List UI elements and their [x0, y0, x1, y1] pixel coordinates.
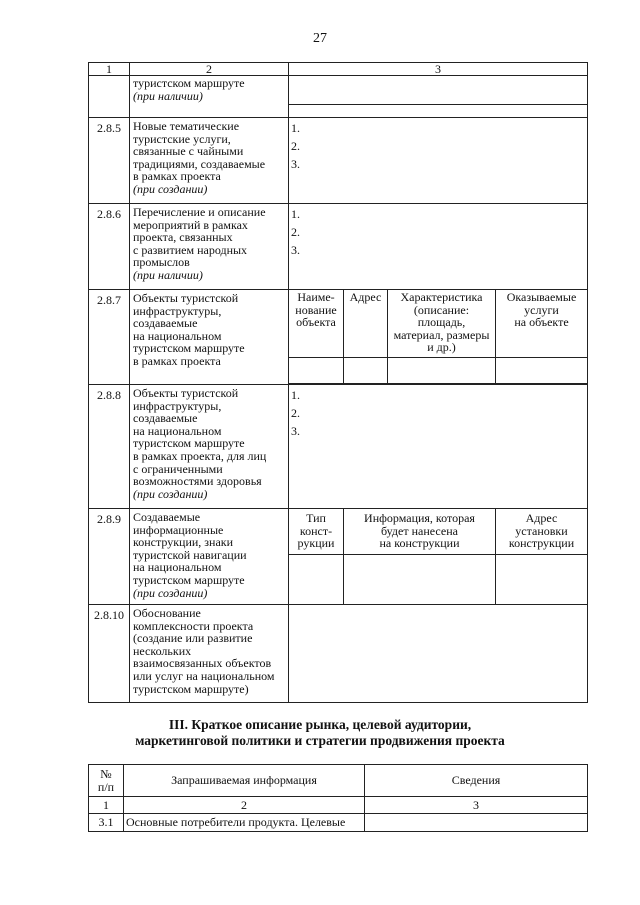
sub-header-line: установки: [515, 523, 568, 538]
project-details-table: [88, 62, 588, 703]
list-item: 2.: [291, 139, 300, 153]
description-line: на национальном: [133, 423, 222, 438]
description-line: Объекты туристской: [133, 386, 239, 400]
description-line: мероприятий в рамках: [133, 217, 248, 232]
row-description: [130, 204, 289, 290]
column-number-3: 3: [365, 797, 588, 814]
description-line: в рамках проекта: [133, 169, 221, 184]
column-number-2: 2: [124, 797, 365, 814]
description-line: Перечисление и описание: [133, 205, 266, 219]
table-row-2-8-6: [89, 204, 588, 290]
list-item: 3.: [291, 243, 300, 257]
description-note: (при создании): [133, 585, 208, 600]
row-value-cell: [289, 118, 588, 204]
row-number: 3.1: [89, 814, 124, 832]
row-description: Основные потребители продукта. Целевые: [124, 814, 365, 832]
table-row-2-8-8: [89, 385, 588, 509]
header-requested-info: Запрашиваемая информация: [124, 765, 365, 797]
table-row-2-8-7: [89, 290, 588, 358]
description-line: (создание или развитие: [133, 631, 253, 646]
table-row-2-8-5: [89, 118, 588, 204]
description-line: Объекты туристской: [133, 291, 239, 305]
description-line: конструкции, знаки: [133, 535, 234, 550]
description-line: туристском маршруте): [133, 681, 249, 696]
description-line: взаимосвязанных объектов: [133, 656, 272, 671]
sub-header-line: на объекте: [514, 315, 569, 330]
description-line: в рамках проекта: [133, 353, 221, 368]
row-value-cell: [289, 605, 588, 703]
description-note: (при создании): [133, 181, 208, 196]
list-item: 2.: [291, 225, 300, 239]
section-title-line: III. Краткое описание рынка, целевой аудитории,: [168, 717, 472, 732]
section-title: [0, 717, 640, 749]
description-note: (при создании): [133, 486, 208, 501]
header-details: Сведения: [365, 765, 588, 797]
row-number: 2.8.8: [89, 385, 130, 509]
description-line: туристском маршруте: [133, 76, 245, 90]
description-line: информационные: [133, 522, 224, 537]
row-number-cell: [89, 76, 130, 118]
list-item: 1.: [291, 388, 300, 402]
description-line: промыслов: [133, 255, 190, 270]
description-line: на национальном: [133, 328, 222, 343]
sub-header-line: площадь,: [417, 315, 466, 330]
sub-header-services: [496, 290, 588, 358]
list-item: 2.: [291, 406, 300, 420]
table-header-row: [89, 63, 588, 76]
sub-header-line: Тип: [306, 511, 326, 525]
description-note: (при наличии): [133, 88, 203, 103]
table-row-2-8-9: [89, 509, 588, 555]
description-line: создаваемые: [133, 316, 198, 331]
list-item: 3.: [291, 157, 300, 171]
sub-header-address: [344, 290, 388, 358]
row-number: 2.8.7: [89, 290, 130, 385]
sub-header-line: объекта: [296, 315, 336, 330]
sub-header-name: [289, 290, 344, 358]
sub-header-line: (описание:: [413, 302, 470, 317]
description-note: (при наличии): [133, 267, 203, 282]
description-line: комплексности проекта: [133, 618, 254, 633]
list-item: 1.: [291, 207, 300, 221]
row-description: [130, 290, 289, 385]
sub-header-line: Характеристика: [400, 290, 483, 304]
table-row-continuation: [89, 76, 588, 118]
empty-cell: [344, 358, 388, 384]
description-line: в рамках проекта, для лиц: [133, 448, 267, 463]
description-line: Обоснование: [133, 606, 201, 620]
sub-header-line: Оказываемые: [506, 290, 577, 304]
sub-header-line: рукции: [297, 536, 335, 551]
list-item: 3.: [291, 424, 300, 438]
row-value-cell: [289, 204, 588, 290]
market-info-table: [88, 764, 588, 832]
row-description: [130, 118, 289, 204]
sub-header-line: Наиме-: [297, 290, 335, 304]
empty-cell: [289, 358, 344, 384]
row-description: [130, 605, 289, 703]
description-line: туристском маршруте: [133, 436, 245, 451]
row-number: 2.8.9: [89, 509, 130, 605]
sub-header-line: Информация, которая: [364, 511, 475, 525]
header-number: [89, 765, 124, 797]
table-row-3-1: [89, 814, 588, 832]
row-description: [130, 509, 289, 605]
sub-header-characteristics: [388, 290, 496, 358]
column-number-1: 1: [89, 63, 130, 76]
list-item: 1.: [291, 121, 300, 135]
description-line: связанные с чайными: [133, 144, 244, 159]
section-title-line: маркетинговой политики и стратегии продвижения проекта: [135, 733, 505, 748]
sub-header-information: [344, 509, 496, 555]
sub-header-line: материал, размеры: [393, 327, 490, 342]
description-line: туристские услуги,: [133, 131, 231, 146]
sub-header-line: будет нанесена: [381, 523, 458, 538]
sub-header-type: [289, 509, 344, 555]
description-line: на национальном: [133, 560, 222, 575]
sub-header-line: на конструкции: [379, 536, 460, 551]
sub-header-line: Адрес: [525, 511, 558, 525]
description-line: проекта, связанных: [133, 230, 233, 245]
empty-cell: [496, 358, 588, 384]
row-number: 2.8.10: [89, 605, 130, 703]
description-line: туристском маршруте: [133, 572, 245, 587]
description-line: нескольких: [133, 643, 192, 658]
row-number: 2.8.5: [89, 118, 130, 204]
column-number-2: 2: [130, 63, 289, 76]
column-number-1: 1: [89, 797, 124, 814]
description-line: Создаваемые: [133, 510, 201, 524]
description-line: с ограниченными: [133, 461, 223, 476]
sub-header-line: нование: [295, 302, 337, 317]
description-line: или услуг на национальном: [133, 668, 275, 683]
sub-header-line: конструкции: [508, 536, 575, 551]
empty-cell: [496, 555, 588, 605]
empty-cell: [344, 555, 496, 605]
sub-header-line: Адрес: [349, 290, 382, 304]
page-number: 27: [313, 31, 327, 46]
table-row-2-8-10: [89, 605, 588, 703]
description-line: традициями, создаваемые: [133, 156, 266, 171]
row-value-cell: [365, 814, 588, 832]
header-line: №: [100, 766, 112, 781]
header-line: п/п: [97, 779, 115, 794]
description-line: туристской навигации: [133, 547, 247, 562]
row-value-cell: [289, 76, 588, 118]
description-line: Новые тематические: [133, 119, 240, 133]
description-line: возможностями здоровья: [133, 474, 262, 489]
empty-cell: [289, 555, 344, 605]
sub-header-line: и др.): [427, 340, 456, 355]
description-line: инфраструктуры,: [133, 303, 222, 318]
row-value-cell: [289, 385, 588, 509]
sub-header-line: конст-: [299, 523, 333, 538]
row-description: [130, 385, 289, 509]
row-number: 2.8.6: [89, 204, 130, 290]
sub-header-line: услуги: [524, 302, 559, 317]
description-line: инфраструктуры,: [133, 398, 222, 413]
empty-cell: [388, 358, 496, 384]
description-line: создаваемые: [133, 411, 198, 426]
sub-header-install-address: [496, 509, 588, 555]
column-number-3: 3: [289, 63, 588, 76]
description-line: с развитием народных: [133, 242, 248, 257]
description-line: туристском маршруте: [133, 341, 245, 356]
table-number-row: [89, 797, 588, 814]
row-description: [130, 76, 289, 118]
table-header-row: [89, 765, 588, 797]
